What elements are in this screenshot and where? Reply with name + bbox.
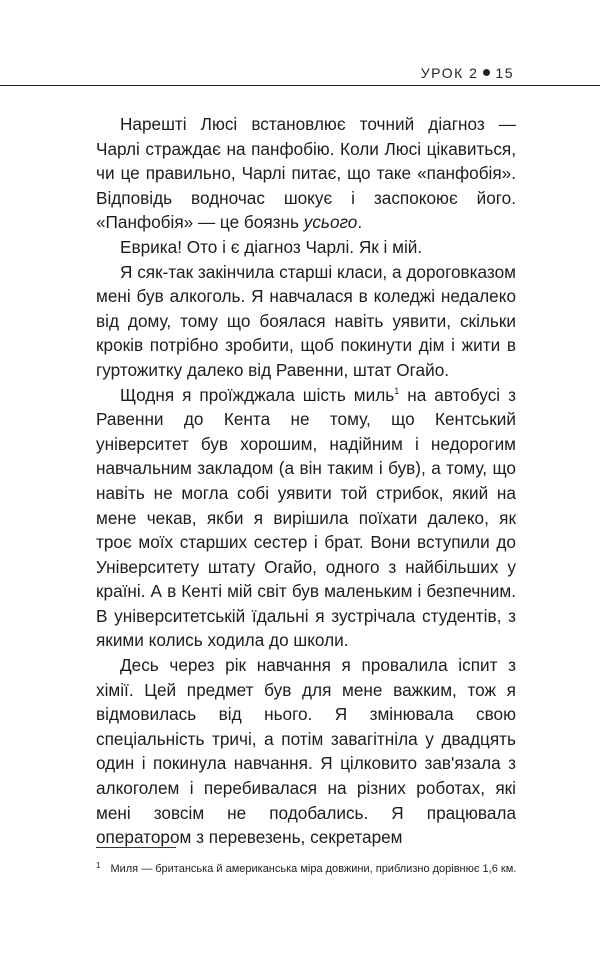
body-text xyxy=(96,112,516,850)
page-number: 15 xyxy=(495,65,514,81)
paragraph-3: Я сяк-так закінчила старші класи, а дороговказом мені був алкоголь. Я навчалася в коледжі недалеко від дому, тому що боялася навіть уявити, скільки кроків потрібно зробити, щоб покинути дім і жити в гуртожитку далеко від Равенни, штат Огайо. xyxy=(96,261,516,380)
bullet-dot-icon xyxy=(483,69,490,76)
paragraph-1-text: Нарешті Люсі встановлює точний діагноз — Чарлі страждає на панфобію. Коли Люсі цікавиться, чи це правильно, Чарлі питає, що таке «панфобія». Відповідь водночас шокує і заспокоює його. «Панфобія» — це боязнь xyxy=(96,114,516,233)
paragraph-4 xyxy=(96,383,516,654)
footnote-text: Миля — британська й американська міра довжини, приблизно дорівнює 1,6 км. xyxy=(110,863,517,875)
footnote xyxy=(96,858,536,877)
footnote-reference: 1 xyxy=(394,385,400,396)
running-head xyxy=(421,65,514,81)
header-rule xyxy=(0,85,600,86)
paragraph-5: Десь через рік навчання я провалила іспит з хімії. Цей предмет був для мене важким, тож я відмовилась від нього. Я змінювала свою спеціальність тричі, а потім завагітніла у двадцять один і покинула навчання. Я цілковито зав'язала з алкоголем і перебивалася на різних роботах, які мені зовсім не подобались. Я працювала оператором з перевезень, секретарем xyxy=(96,655,516,848)
footnote-mark: 1 xyxy=(96,861,101,870)
page-header xyxy=(0,60,600,86)
paragraph-2: Еврика! Ото і є діагноз Чарлі. Як і мій. xyxy=(120,236,423,257)
paragraph-1 xyxy=(96,112,516,235)
section-label: УРОК 2 xyxy=(420,65,479,81)
paragraph-1-emphasis: усього xyxy=(303,212,358,233)
paragraph-4-text: Щодня я проїжджала шість миль xyxy=(120,384,395,405)
paragraph-1-end: . xyxy=(357,212,363,233)
paragraph-4-rest: на автобусі з Равенни до Кента не тому, що Кентський університет був хорошим, надійним і недорогим навчальним закладом (а він таким і був), а тому, що навіть не могла собі уявити той стрибок, який на мене чекав, якби я вирішила поїхати далеко, як троє моїх старших сестер і брат. Вони вступили до Університету штату Огайо, одного з найбільших у країні. А в Кенті мій світ був маленьким і безпечним. В університетській їдальні я зустрічала студентів, з якими колись ходила до школи. xyxy=(96,384,516,651)
footnote-rule xyxy=(96,847,176,848)
